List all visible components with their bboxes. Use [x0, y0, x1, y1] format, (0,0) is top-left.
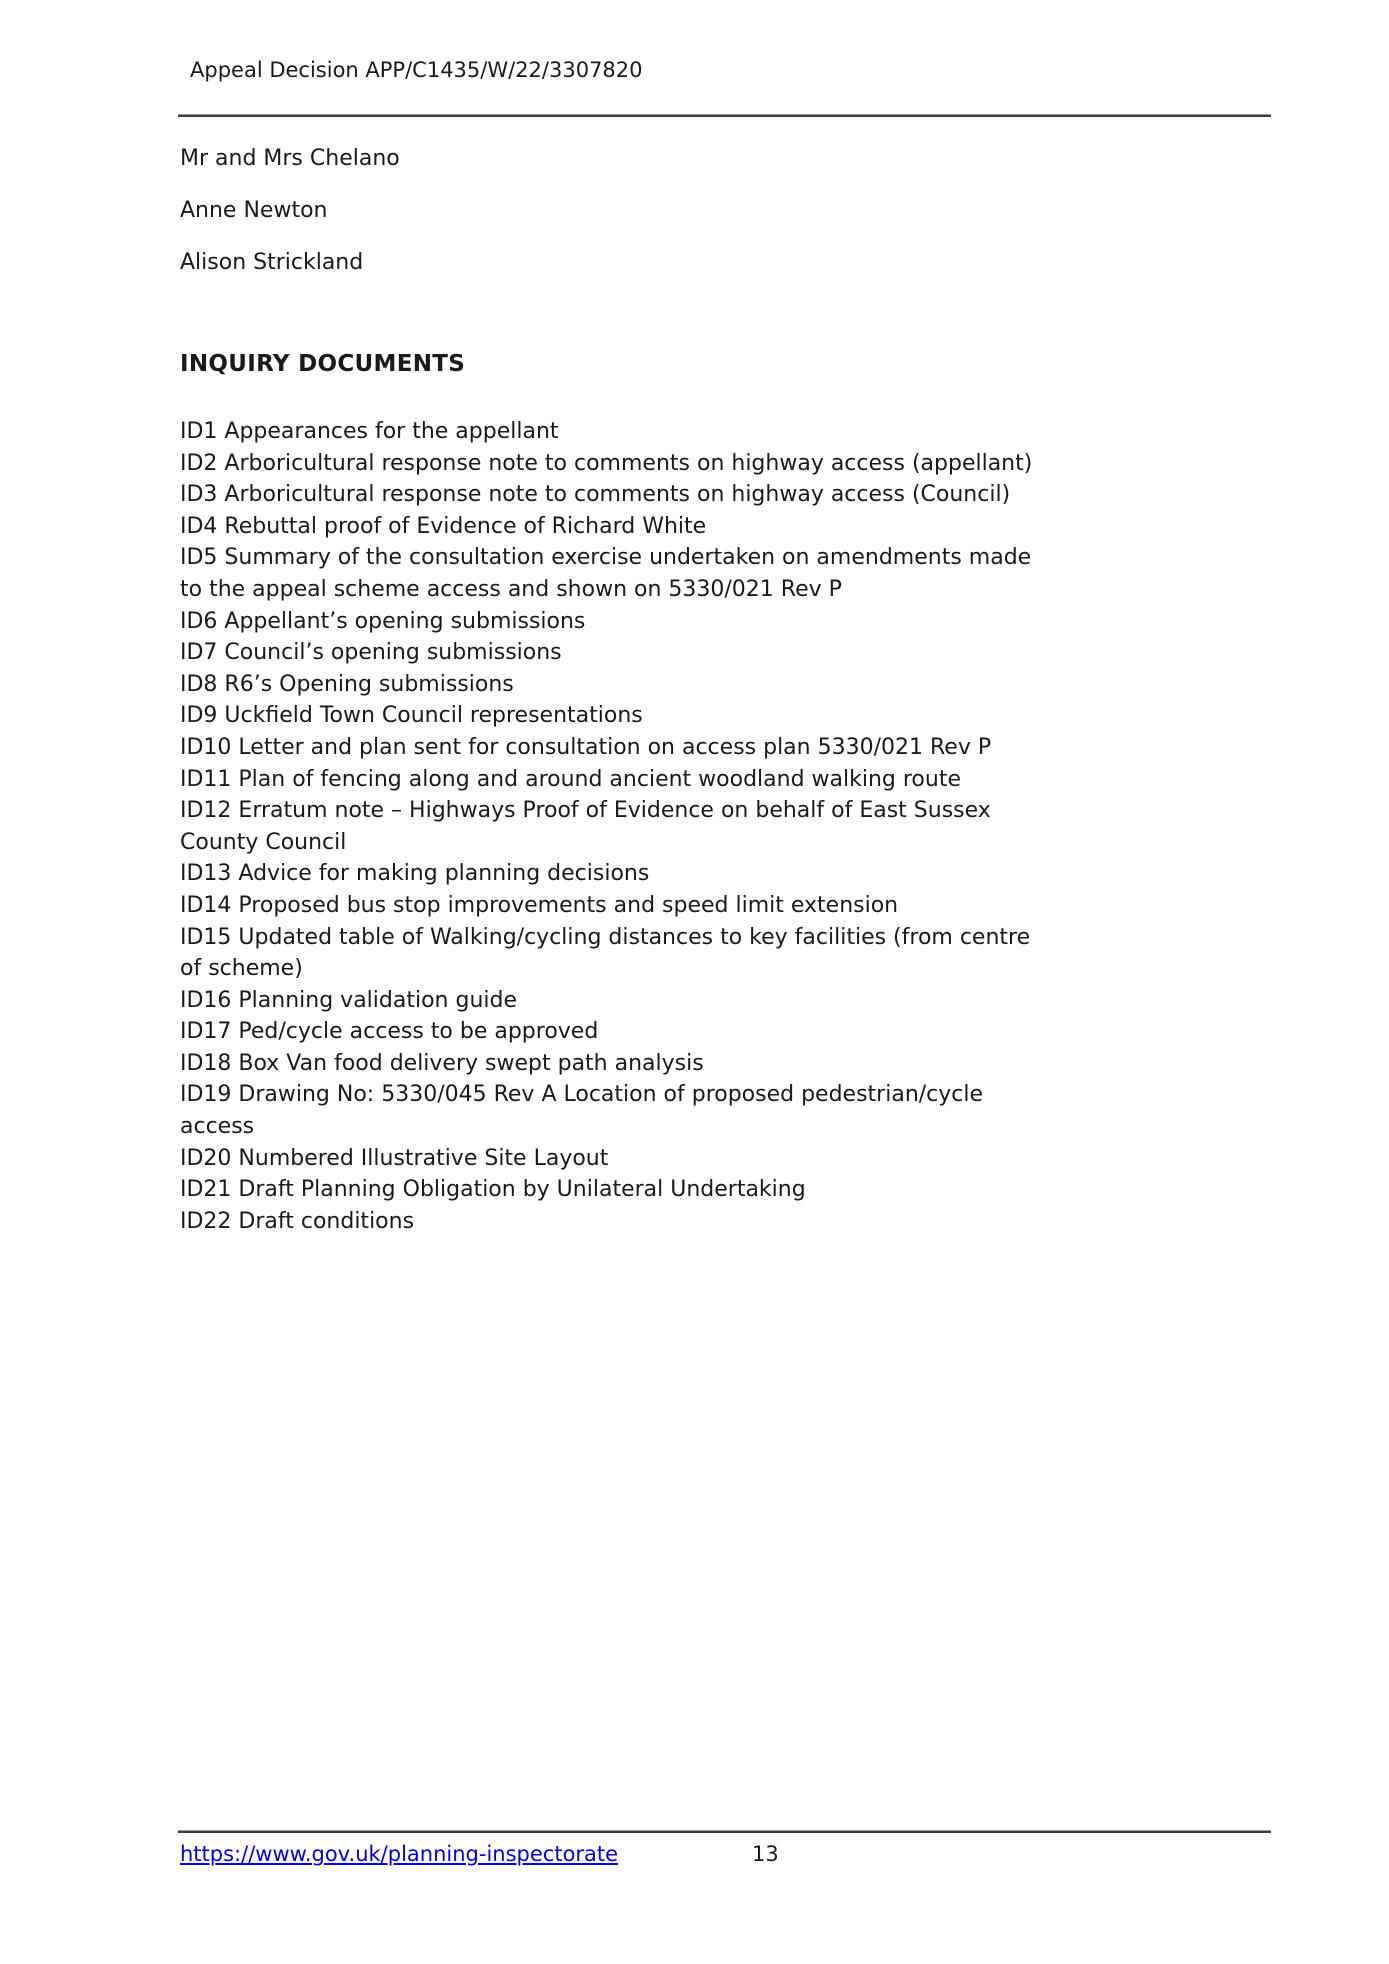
inquiry-document-item: ID8 R6’s Opening submissions	[180, 671, 514, 697]
inquiry-document-item: ID17 Ped/cycle access to be approved	[180, 1019, 599, 1045]
appearance-name: Alison Strickland	[180, 250, 364, 275]
inquiry-document-item: ID16 Planning validation guide	[180, 987, 518, 1013]
appearances-list	[180, 146, 400, 302]
inquiry-document-item: ID9 Uckfield Town Council representations	[180, 703, 643, 729]
document-header-title: Appeal Decision APP/C1435/W/22/3307820	[190, 58, 643, 82]
inquiry-document-item: ID4 Rebuttal proof of Evidence of Richard White	[180, 513, 707, 539]
inquiry-document-item: ID12 Erratum note – Highways Proof of Evidence on behalf of East Sussex County Council	[180, 798, 991, 855]
inquiry-document-item: ID1 Appearances for the appellant	[180, 419, 559, 444]
inquiry-document-item: ID10 Letter and plan sent for consultation on access plan 5330/021 Rev P	[180, 734, 992, 760]
inquiry-document-item: ID3 Arboricultural response note to comments on highway access (Council)	[180, 482, 1011, 508]
inquiry-document-item: ID14 Proposed bus stop improvements and speed limit extension	[180, 892, 899, 918]
inquiry-document-item: ID15 Updated table of Walking/cycling distances to key facilities (from centre of scheme)	[180, 924, 1031, 982]
inquiry-document-item: ID2 Arboricultural response note to comments on highway access (appellant)	[180, 450, 1033, 476]
appearance-name: Mr and Mrs Chelano	[180, 146, 400, 171]
inquiry-document-item: ID6 Appellant’s opening submissions	[180, 608, 586, 634]
inquiry-document-item: ID7 Council’s opening submissions	[180, 640, 562, 666]
footer-divider	[178, 1830, 1271, 1833]
inquiry-documents-list	[180, 416, 1050, 1237]
page-number: 13	[752, 1842, 779, 1866]
header-divider	[178, 114, 1271, 117]
inquiry-document-item: ID11 Plan of fencing along and around ancient woodland walking route	[180, 766, 961, 792]
inquiry-document-item: ID5 Summary of the consultation exercise undertaken on amendments made to the appeal scheme access and shown on 5330/021 Rev P	[180, 545, 1032, 602]
inquiry-document-item: ID13 Advice for making planning decisions	[180, 861, 650, 887]
inquiry-document-item: ID18 Box Van food delivery swept path analysis	[180, 1050, 704, 1076]
inquiry-document-item: ID20 Numbered Illustrative Site Layout	[180, 1145, 609, 1171]
inquiry-document-item: ID19 Drawing No: 5330/045 Rev A Location of proposed pedestrian/cycle access	[180, 1082, 984, 1140]
footer-link[interactable]: https://www.gov.uk/planning-inspectorate	[180, 1842, 619, 1866]
appearance-name: Anne Newton	[180, 198, 328, 223]
inquiry-documents-heading: INQUIRY DOCUMENTS	[180, 351, 466, 377]
inquiry-document-item: ID21 Draft Planning Obligation by Unilateral Undertaking	[180, 1177, 806, 1203]
inquiry-document-item: ID22 Draft conditions	[180, 1208, 415, 1234]
